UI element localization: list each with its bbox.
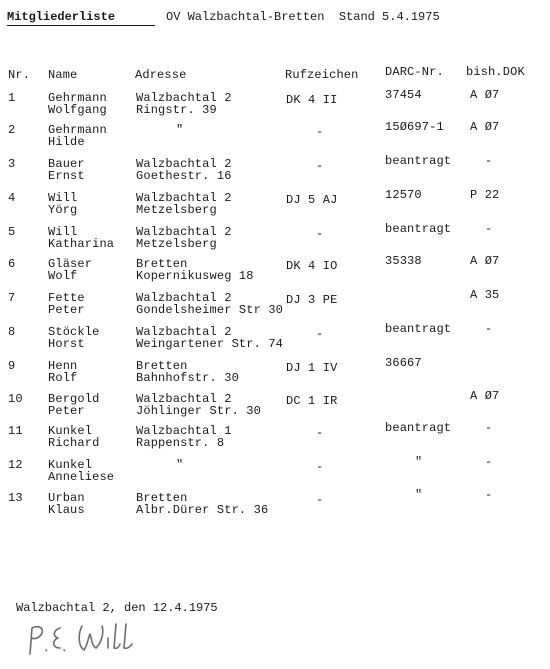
handwritten-signature (22, 620, 152, 660)
cell-dok: - (485, 455, 493, 469)
cell-dok: - (485, 322, 493, 336)
cell-address-line1: Walzbachtal 2 (136, 225, 232, 239)
cell-callsign: - (316, 125, 324, 139)
cell-nr: 13 (8, 491, 23, 505)
cell-nr: 3 (8, 157, 16, 171)
cell-nr: 11 (8, 424, 23, 438)
cell-surname: Bauer (48, 157, 85, 171)
cell-dok: - (485, 421, 493, 435)
cell-callsign: - (316, 159, 324, 173)
cell-firstname: Horst (48, 337, 85, 351)
cell-dok: P 22 (470, 188, 500, 202)
col-head-adresse: Adresse (135, 68, 187, 82)
footer-place-date: Walzbachtal 2, den 12.4.1975 (16, 601, 218, 615)
cell-address-line1: Walzbachtal 1 (136, 424, 232, 438)
cell-firstname: Anneliese (48, 470, 115, 484)
cell-dok: - (485, 154, 493, 168)
cell-address-line2: Albr.Dürer Str. 36 (136, 503, 269, 517)
cell-address-line1: Walzbachtal 2 (136, 325, 232, 339)
cell-address-line1: Bretten (136, 491, 188, 505)
cell-nr: 5 (8, 225, 16, 239)
table-row (0, 389, 550, 423)
table-row (0, 288, 550, 322)
cell-dok: A Ø7 (470, 88, 500, 102)
header-stand: Stand 5.4.1975 (338, 10, 440, 24)
document-title: Mitgliederliste (7, 10, 116, 24)
cell-surname: Will (48, 225, 78, 239)
cell-nr: 4 (8, 191, 16, 205)
col-head-name: Name (48, 68, 78, 82)
cell-address-line2: Kopernikusweg 18 (136, 269, 254, 283)
cell-dok: A Ø7 (470, 120, 500, 134)
cell-nr: 8 (8, 325, 16, 339)
cell-address-line1: " (176, 123, 184, 137)
table-row (0, 455, 550, 489)
table-row (0, 254, 550, 288)
cell-callsign: - (316, 327, 324, 341)
cell-darc-nr: beantragt (385, 421, 452, 435)
cell-callsign: DJ 3 PE (286, 293, 338, 307)
cell-dok: A Ø7 (470, 254, 500, 268)
cell-dok: - (485, 488, 493, 502)
table-row (0, 88, 550, 122)
cell-firstname: Rolf (48, 371, 78, 385)
cell-callsign: DC 1 IR (286, 394, 338, 408)
cell-firstname: Richard (48, 436, 100, 450)
cell-surname: Henn (48, 359, 78, 373)
cell-darc-nr: 12570 (385, 188, 422, 202)
table-row (0, 356, 550, 390)
cell-address-line1: Walzbachtal 2 (136, 157, 232, 171)
cell-darc-nr: " (415, 455, 423, 469)
cell-address-line2: Bahnhofstr. 30 (136, 371, 239, 385)
cell-address-line2: Goethestr. 16 (136, 169, 232, 183)
cell-nr: 7 (8, 291, 16, 305)
cell-firstname: Ernst (48, 169, 85, 183)
cell-nr: 6 (8, 257, 16, 271)
cell-surname: Gläser (48, 257, 93, 271)
cell-nr: 12 (8, 458, 23, 472)
cell-callsign: DJ 1 IV (286, 361, 338, 375)
cell-darc-nr: beantragt (385, 322, 452, 336)
cell-surname: Stöckle (48, 325, 100, 339)
table-row (0, 154, 550, 188)
cell-firstname: Wolf (48, 269, 78, 283)
cell-firstname: Peter (48, 303, 85, 317)
cell-surname: Kunkel (48, 424, 93, 438)
cell-nr: 9 (8, 359, 16, 373)
cell-darc-nr: 15Ø697-1 (385, 120, 444, 134)
table-row (0, 322, 550, 356)
cell-address-line2: Gondelsheimer Str 30 (136, 303, 284, 317)
cell-address-line1: Walzbachtal 2 (136, 191, 232, 205)
cell-address-line1: Bretten (136, 257, 188, 271)
cell-callsign: - (316, 227, 324, 241)
cell-darc-nr: 36667 (385, 356, 422, 370)
cell-address-line1: Walzbachtal 2 (136, 291, 232, 305)
col-head-dok: bish.DOK (466, 65, 525, 79)
cell-darc-nr: 37454 (385, 88, 422, 102)
header-ov: OV Walzbachtal-Bretten (166, 10, 325, 24)
cell-surname: Fette (48, 291, 85, 305)
cell-surname: Gehrmann (48, 123, 107, 137)
col-head-nr: Nr. (8, 68, 31, 82)
cell-address-line2: Ringstr. 39 (136, 103, 217, 117)
cell-nr: 10 (8, 392, 23, 406)
table-row (0, 488, 550, 522)
cell-address-line1: Bretten (136, 359, 188, 373)
cell-nr: 1 (8, 91, 16, 105)
cell-callsign: DK 4 II (286, 93, 338, 107)
cell-callsign: DK 4 IO (286, 259, 338, 273)
cell-address-line2: Rappenstr. 8 (136, 436, 225, 450)
table-row (0, 421, 550, 455)
cell-callsign: - (316, 426, 324, 440)
cell-address-line2: Metzelsberg (136, 203, 217, 217)
cell-firstname: Katharina (48, 237, 115, 251)
cell-address-line1: Walzbachtal 2 (136, 91, 232, 105)
cell-dok: - (485, 222, 493, 236)
cell-surname: Kunkel (48, 458, 93, 472)
cell-surname: Bergold (48, 392, 100, 406)
cell-address-line2: Weingartener Str. 74 (136, 337, 284, 351)
table-row (0, 120, 550, 154)
cell-address-line2: Metzelsberg (136, 237, 217, 251)
cell-surname: Gehrmann (48, 91, 107, 105)
cell-callsign: - (316, 460, 324, 474)
cell-darc-nr: " (415, 488, 423, 502)
cell-callsign: - (316, 493, 324, 507)
cell-address-line2: Jöhlinger Str. 30 (136, 404, 261, 418)
cell-darc-nr: beantragt (385, 222, 452, 236)
cell-firstname: Peter (48, 404, 85, 418)
cell-firstname: Yörg (48, 203, 78, 217)
table-row (0, 222, 550, 256)
cell-firstname: Hilde (48, 135, 85, 149)
cell-firstname: Wolfgang (48, 103, 107, 117)
cell-callsign: DJ 5 AJ (286, 193, 338, 207)
table-row (0, 188, 550, 222)
col-head-rufzeichen: Rufzeichen (285, 68, 359, 82)
cell-address-line1: Walzbachtal 2 (136, 392, 232, 406)
cell-firstname: Klaus (48, 503, 85, 517)
cell-dok: A 35 (470, 288, 500, 302)
cell-address-line1: " (176, 458, 184, 472)
cell-surname: Will (48, 191, 78, 205)
cell-darc-nr: beantragt (385, 154, 452, 168)
col-head-darc: DARC-Nr. (385, 65, 444, 79)
cell-darc-nr: 35338 (385, 254, 422, 268)
cell-surname: Urban (48, 491, 85, 505)
cell-dok: A Ø7 (470, 389, 500, 403)
cell-nr: 2 (8, 123, 16, 137)
